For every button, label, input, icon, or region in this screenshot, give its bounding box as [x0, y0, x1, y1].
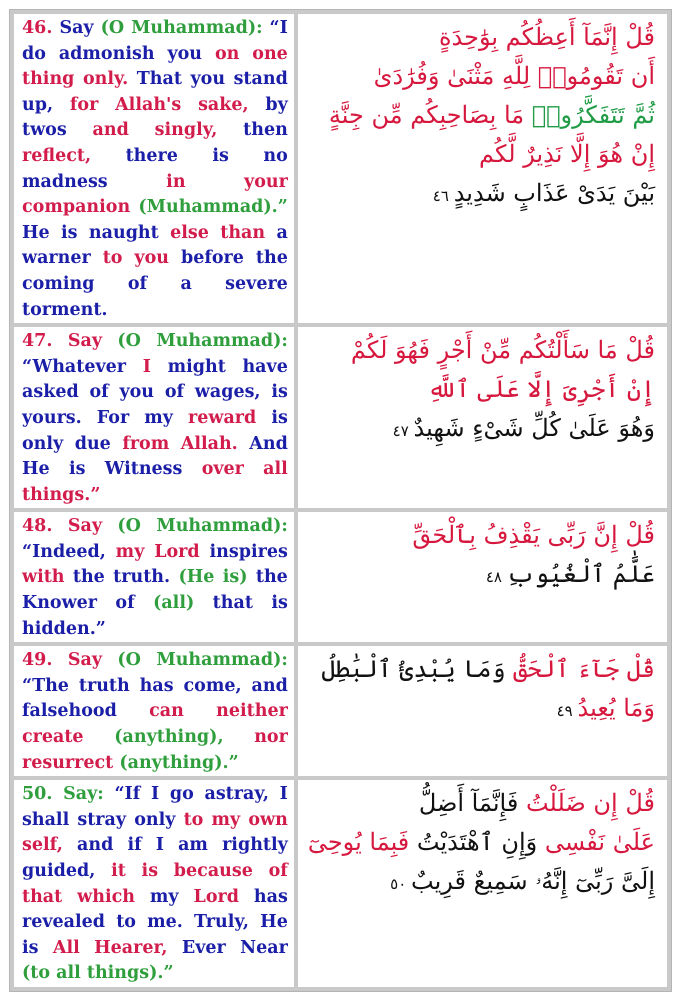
translation-segment: to you — [102, 248, 169, 269]
arabic-line — [308, 135, 655, 174]
verse-number-marker: ٤٧ — [392, 422, 414, 441]
arabic-segment: عَلَىٰ نَفْسِى — [537, 828, 655, 857]
translation-segment: “I do admonish you — [22, 18, 288, 64]
arabic-segment: قُلْ إِن ضَلَلْتُ — [518, 789, 655, 818]
arabic-line — [308, 331, 655, 370]
arabic-line — [308, 784, 655, 823]
translation-segment: from Allah. — [122, 433, 238, 454]
arabic-line — [308, 409, 655, 451]
translation-segment: And He is Witness — [22, 433, 288, 480]
verse-table — [9, 9, 672, 992]
arabic-segment: قُلْ إِنَّ رَبِّى يَقْذِفُ بِٱلْحَقِّ — [412, 521, 655, 550]
translation-segment: has revealed to me. Truly, He is — [22, 886, 288, 958]
translation-segment: 49. Say — [22, 650, 118, 671]
arabic-segment: وَهُوَ عَلَىٰ كُلِّ شَىْءٍ شَهِيدٌ — [413, 414, 655, 443]
translation-segment: can neither create — [22, 701, 288, 748]
arabic-segment: أَن تَقُومُوا۟ لِلَّهِ مَثْنَىٰ وَفُرَٰدَىٰ — [373, 62, 655, 90]
translation-segment: reflect, — [22, 145, 92, 166]
verse-row-50 — [14, 780, 667, 987]
translation-segment: over all things.” — [22, 459, 288, 505]
translation-segment: to my own self, — [22, 809, 288, 856]
arabic-segment: مَا بِصَاحِبِكُم مِّن جِنَّةٍ — [328, 101, 525, 129]
arabic-segment: بَيْنَ يَدَىْ عَذَابٍ شَدِيدٍ — [453, 179, 655, 207]
translation-segment: and singly, — [92, 120, 218, 141]
arabic-line — [308, 96, 655, 135]
translation-segment: by twos — [22, 94, 288, 141]
arabic-line — [308, 18, 655, 57]
verse-49-arabic — [298, 646, 667, 776]
arabic-segment: إِلَىَّ رَبِّىٓ إِنَّهُۥ سَمِيعٌ قَرِيبٌ — [411, 867, 655, 896]
verse-49-translation — [14, 646, 294, 776]
translation-segment: might have asked of you of wages, is yours. For my — [22, 356, 288, 428]
translation-segment: (O Muhammad): — [100, 18, 263, 38]
translation-segment: inspires — [199, 541, 288, 562]
arabic-segment: قُلْ مَا سَأَلْتُكُم مِّنْ أَجْرٍ فَهُوَ لَكُمْ — [350, 336, 655, 365]
verse-row-48 — [14, 512, 667, 642]
verse-number-marker: ٤٦ — [432, 187, 454, 205]
verse-47-arabic — [298, 327, 667, 508]
arabic-line — [308, 370, 655, 409]
verse-50-arabic — [298, 780, 667, 987]
verse-number-marker: ٤٨ — [485, 568, 507, 587]
translation-segment: (to all things).” — [22, 963, 174, 984]
translation-segment: and if I am rightly guided, — [22, 835, 288, 882]
translation-segment: (O Muhammad): — [117, 516, 288, 537]
verse-row-46 — [14, 14, 667, 323]
verse-48-translation — [14, 512, 294, 642]
arabic-line — [308, 174, 655, 216]
arabic-segment: إِنْ هُوَ إِلَّا نَذِيرٌ لَّكُم — [479, 140, 655, 168]
arabic-line — [308, 57, 655, 96]
translation-segment: reward — [188, 407, 257, 428]
translation-segment: 47. Say — [22, 331, 118, 352]
translation-segment: my — [134, 886, 194, 907]
translation-segment: the Knower of — [22, 567, 288, 614]
translation-segment: it is because of that which — [22, 861, 288, 907]
translation-segment: (O Muhammad): — [117, 331, 288, 352]
verse-number-marker: ٤٩ — [556, 702, 578, 721]
translation-segment: Say — [59, 18, 101, 38]
arabic-line — [308, 862, 655, 904]
arabic-segment: فَبِمَا يُوحِىٓ — [307, 828, 410, 857]
translation-segment: “Indeed, — [22, 541, 116, 562]
translation-segment: 48. Say — [22, 516, 118, 537]
translation-segment: 46. — [22, 18, 60, 38]
arabic-line — [308, 650, 655, 689]
arabic-segment: قُلْ جَآءَ ٱلْحَقُّ — [505, 655, 655, 684]
translation-segment: the truth. — [64, 567, 179, 588]
translation-segment: (He is) — [178, 567, 248, 588]
arabic-line — [308, 516, 655, 555]
verse-row-47 — [14, 327, 667, 508]
verse-row-49 — [14, 646, 667, 776]
translation-segment: that is hidden.” — [22, 593, 288, 639]
arabic-line — [308, 823, 655, 862]
translation-segment: 50. Say: — [22, 784, 115, 805]
translation-segment: (anything).” — [119, 752, 239, 773]
arabic-segment: قُلْ إِنَّمَآ أَعِظُكُم بِوَٰحِدَةٍ — [438, 23, 655, 51]
arabic-segment: عَلَّٰمُ ٱلْغُيُوبِ — [506, 560, 655, 589]
translation-segment: with — [22, 567, 65, 588]
translation-segment: in your companion — [22, 171, 288, 218]
translation-segment: “Whatever — [22, 356, 143, 377]
translation-segment: Lord — [193, 886, 239, 907]
translation-segment: (Muhammad).” — [130, 197, 288, 218]
translation-segment: He is naught — [22, 222, 171, 243]
translation-segment: (all) — [153, 593, 195, 614]
translation-segment: else than — [170, 222, 266, 243]
translation-segment: Ever Near — [167, 937, 288, 958]
translation-segment: That you stand up, — [22, 69, 288, 115]
arabic-segment: وَإِنِ ٱهْتَدَيْتُ — [409, 828, 538, 857]
translation-segment: my Lord — [115, 541, 200, 562]
verse-number-marker: ٥٠ — [390, 875, 412, 894]
verse-47-translation — [14, 327, 294, 508]
verse-46-arabic — [298, 14, 667, 323]
translation-segment: on one thing only. — [22, 43, 288, 90]
arabic-segment: إِنْ أَجْرِىَ إِلَّا عَلَى ٱللَّهِ — [427, 375, 655, 404]
translation-segment: nor resurrect — [22, 727, 288, 773]
verse-46-translation — [14, 14, 294, 323]
translation-segment: (O Muhammad): — [117, 650, 288, 671]
translation-segment: for Allah's sake, — [69, 94, 249, 115]
arabic-line — [308, 555, 655, 597]
translation-segment: a warner — [22, 222, 288, 269]
arabic-line — [308, 689, 655, 731]
translation-segment: I — [142, 356, 151, 377]
verse-50-translation — [14, 780, 294, 987]
translation-segment: there is no madness — [22, 145, 288, 192]
translation-segment: All Hearer, — [52, 937, 168, 958]
translation-segment: “The truth has come, and falsehood — [22, 675, 288, 722]
translation-segment: before the coming of a severe torment. — [22, 248, 288, 320]
arabic-segment: وَمَا يُبْدِئُ ٱلْبَٰطِلُ — [321, 655, 506, 684]
translation-segment: then — [217, 120, 288, 141]
translation-segment: “If I go astray, I shall stray only — [22, 784, 288, 830]
translation-segment: (anything), — [83, 727, 224, 748]
verse-48-arabic — [298, 512, 667, 642]
arabic-segment: فَإِنَّمَآ أَضِلُّ — [418, 789, 519, 818]
arabic-segment: ثُمَّ تَتَفَكَّرُوا۟ — [524, 101, 655, 129]
arabic-segment: وَمَا يُعِيدُ — [577, 694, 655, 723]
translation-segment: is only due — [22, 407, 288, 454]
